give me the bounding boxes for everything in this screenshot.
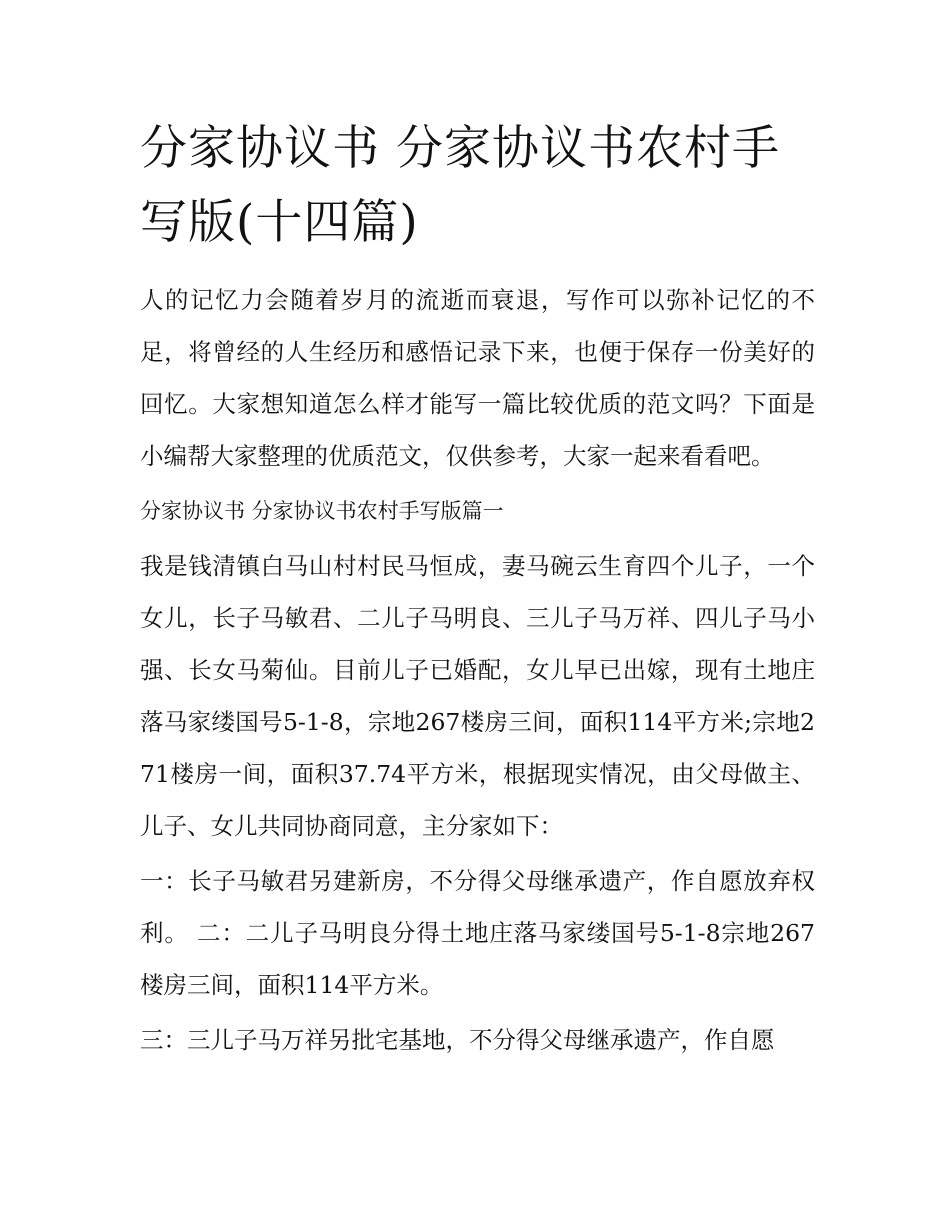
clause-one-two-paragraph: 一：长子马敏君另建新房，不分得父母继承遗产，作自愿放弃权利。 二：二儿子马明良分得土地庄落马家缕国号5-1-8宗地267楼房三间，面积114平方米。 [140, 867, 815, 999]
document-title: 分家协议书 分家协议书农村手写版(十四篇) [140, 121, 780, 250]
section-heading: 分家协议书 分家协议书农村手写版篇一 [140, 499, 504, 523]
clause-three-paragraph: 三：三儿子马万祥另批宅基地，不分得父母继承遗产，作自愿 [140, 1026, 775, 1054]
document-body [140, 112, 815, 1066]
family-statement-paragraph: 我是钱清镇白马山村村民马恒成，妻马碗云生育四个儿子，一个女儿，长子马敏君、二儿子马明良、三儿子马万祥、四儿子马小强、长女马菊仙。目前儿子已婚配，女儿早已出嫁，现有土地庄落马家缕国号5-1-8，宗地267楼房三间，面积114平方米;宗地271楼房一间，面积37.74平方米，根据现实情况，由父母做主、儿子、女儿共同协商同意，主分家如下： [140, 552, 815, 840]
intro-paragraph: 人的记忆力会随着岁月的流逝而衰退，写作可以弥补记忆的不足，将曾经的人生经历和感悟记录下来，也便于保存一份美好的回忆。大家想知道怎么样才能写一篇比较优质的范文吗？下面是小编帮大家整理的优质范文，仅供参考，大家一起来看看吧。 [140, 286, 815, 470]
